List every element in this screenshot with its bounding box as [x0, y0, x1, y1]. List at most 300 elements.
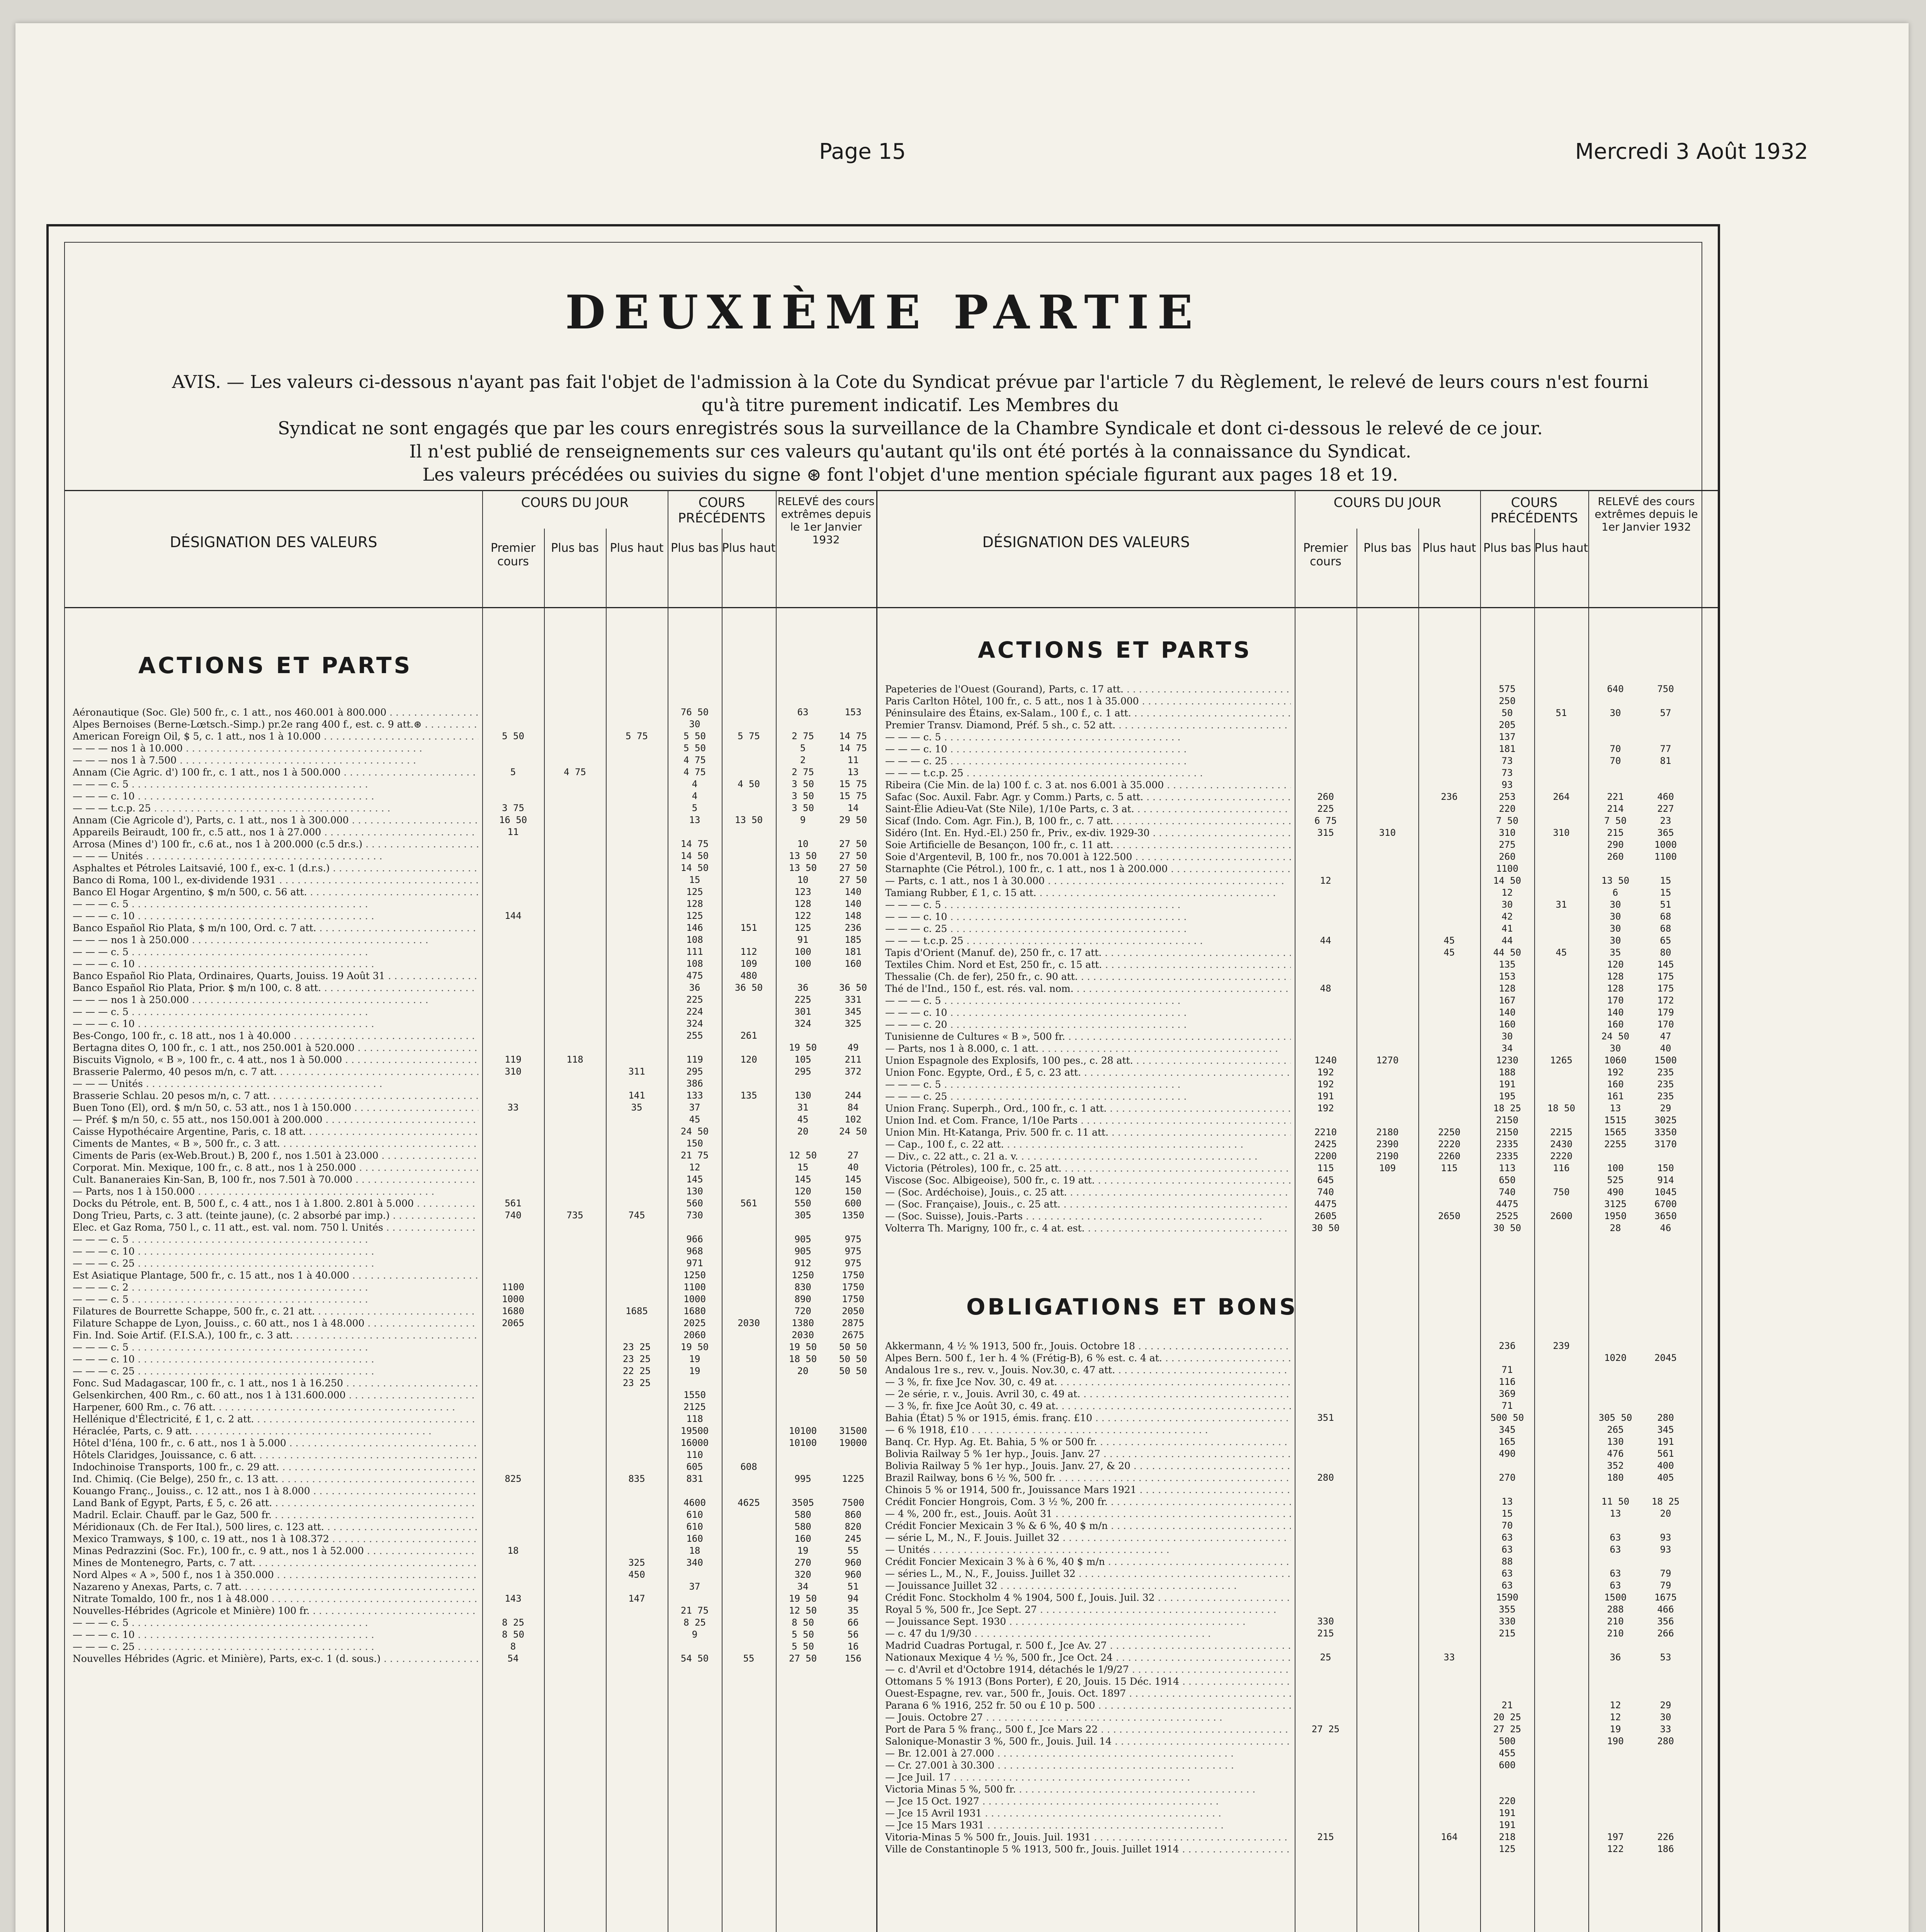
price-cell: 331	[845, 994, 862, 1005]
security-name: Premier Transv. Diamond, Préf. 5 sh., c. 52 att. . . .	[885, 719, 1291, 731]
price-cell: 130	[794, 1090, 811, 1101]
price-cell: 19 50	[789, 1042, 817, 1053]
page-number: Page 15	[819, 139, 906, 164]
table-row	[877, 767, 1720, 779]
table-row	[877, 1651, 1720, 1663]
security-name: Nationaux Mexique 4 ½ %, 500 fr., Jce Oct. 24 . . .	[885, 1651, 1291, 1663]
price-cell: 5 50	[683, 731, 706, 742]
price-cell: 144	[505, 910, 522, 921]
price-cell: 68	[1660, 923, 1671, 934]
price-cell: 15	[1501, 1508, 1513, 1519]
price-cell: 24 50	[680, 1126, 709, 1137]
price-cell: 113	[1499, 1163, 1516, 1173]
table-row	[877, 1628, 1720, 1639]
security-name: Corporat. Min. Mexique, 100 fr., c. 8 att., nos 1 à 250.000 . . .	[73, 1162, 478, 1173]
security-name: Crédit Foncier Hongrois, Com. 3 ½ %, 200 fr. . . .	[885, 1496, 1291, 1508]
table-row	[65, 946, 876, 958]
table-row	[877, 1031, 1720, 1043]
price-cell: 280	[1657, 1412, 1674, 1423]
price-cell: 31	[797, 1102, 809, 1113]
price-cell: 148	[845, 910, 862, 921]
price-cell: 10100	[789, 1425, 817, 1436]
price-cell: 450	[628, 1569, 645, 1580]
table-row	[65, 1569, 876, 1581]
price-cell: 56	[847, 1629, 859, 1640]
table-row	[877, 1424, 1720, 1436]
price-cell: 490	[1499, 1448, 1516, 1459]
price-cell: 1250	[683, 1270, 706, 1281]
price-cell: 63	[1610, 1532, 1621, 1543]
security-name: Ribeira (Cie Min. de la) 100 f. c. 3 at. nos 6.001 à 35.000 . . .	[885, 779, 1291, 791]
price-cell: 835	[628, 1473, 645, 1484]
price-cell: 740	[1317, 1187, 1334, 1197]
table-row	[877, 1198, 1720, 1210]
price-cell: 372	[845, 1066, 862, 1077]
security-name: — Jce 15 Mars 1931 . . .	[885, 1819, 1291, 1831]
price-cell: 108	[686, 958, 703, 969]
table-row	[877, 1747, 1720, 1759]
price-cell: 310	[1379, 827, 1396, 838]
security-name: — — — c. 10 . . .	[885, 743, 1291, 755]
security-name: Union Ind. et Com. France, 1/10e Parts . . .	[885, 1114, 1291, 1126]
security-name: Alpes Bern. 500 f., 1er h. 4 % (Frétig-B), 6 % est. c. 4 at. . . .	[885, 1352, 1291, 1364]
price-cell: 36	[1610, 1652, 1621, 1663]
price-cell: 116	[1499, 1376, 1516, 1387]
table-row	[65, 1150, 876, 1162]
price-cell: 18 25	[1651, 1496, 1680, 1507]
price-cell: 4600	[683, 1497, 706, 1508]
header-cours-du-jour: COURS DU JOUR	[521, 495, 629, 510]
security-name: — — — nos 1 à 10.000 . . .	[73, 742, 478, 754]
table-row	[877, 995, 1720, 1007]
price-cell: 3025	[1654, 1115, 1677, 1126]
price-cell: 2150	[1496, 1115, 1518, 1126]
price-cell: 50 50	[839, 1342, 867, 1352]
price-cell: 2	[800, 755, 806, 765]
price-cell: 19000	[839, 1437, 867, 1448]
price-cell: 305	[794, 1210, 811, 1221]
price-cell: 960	[845, 1569, 862, 1580]
price-cell: 3650	[1654, 1211, 1677, 1221]
security-name: — — — c. 5 . . .	[73, 778, 478, 790]
price-cell: 5 50	[683, 743, 706, 753]
price-cell: 195	[1499, 1091, 1516, 1102]
price-cell: 330	[1499, 1616, 1516, 1627]
security-name: — Cr. 27.001 à 30.300 . . .	[885, 1759, 1291, 1771]
table-row	[65, 1485, 876, 1497]
price-cell: 2600	[1550, 1211, 1572, 1221]
security-name: Ciments de Mantes, « B », 500 fr., c. 3 att. . . .	[73, 1138, 478, 1150]
security-name: — — — c. 10 . . .	[885, 1007, 1291, 1019]
price-cell: 35	[847, 1605, 859, 1616]
price-cell: 270	[794, 1557, 811, 1568]
price-cell: 1225	[842, 1473, 864, 1484]
price-cell: 750	[1553, 1187, 1570, 1197]
price-cell: 100	[1607, 1163, 1624, 1173]
table-row	[877, 1616, 1720, 1628]
price-cell: 27 25	[1311, 1724, 1340, 1735]
price-cell: 831	[686, 1473, 703, 1484]
table-row	[877, 803, 1720, 815]
price-cell: 466	[1657, 1604, 1674, 1615]
price-cell: 905	[794, 1246, 811, 1257]
price-cell: 580	[794, 1509, 811, 1520]
right-table-obligations	[877, 1340, 1720, 1855]
table-row	[65, 1102, 876, 1114]
price-cell: 369	[1499, 1388, 1516, 1399]
security-name: Minas Pedrazzini (Soc. Fr.), 100 fr., c. 9 att., nos 1 à 52.000 . . .	[73, 1545, 478, 1557]
price-cell: 211	[845, 1054, 862, 1065]
price-cell: 2335	[1496, 1151, 1518, 1162]
price-cell: 351	[1317, 1412, 1334, 1423]
price-cell: 610	[686, 1509, 703, 1520]
table-row	[65, 826, 876, 838]
price-cell: 37	[689, 1581, 700, 1592]
price-cell: 215	[1317, 1832, 1334, 1842]
price-cell: 2250	[1438, 1127, 1460, 1138]
price-cell: 71	[1501, 1400, 1513, 1411]
price-cell: 15	[689, 874, 700, 885]
price-cell: 27 50	[839, 838, 867, 849]
price-cell: 345	[1499, 1424, 1516, 1435]
price-cell: 3350	[1654, 1127, 1677, 1138]
price-cell: 19	[797, 1545, 809, 1556]
security-name: — — — c. 2 . . .	[73, 1281, 478, 1293]
table-row	[877, 839, 1720, 851]
table-row	[877, 1580, 1720, 1592]
price-cell: 1680	[502, 1306, 524, 1316]
price-cell: 1100	[1496, 863, 1518, 874]
price-cell: 236	[1499, 1340, 1516, 1351]
security-name: Kouango Franç., Jouiss., c. 12 att., nos 1 à 8.000 . . .	[73, 1485, 478, 1497]
price-cell: 12	[1610, 1700, 1621, 1711]
price-cell: 40	[1660, 1043, 1671, 1054]
table-row	[877, 1364, 1720, 1376]
price-cell: 54 50	[680, 1653, 709, 1664]
table-row	[65, 1090, 876, 1102]
price-cell: 30	[1610, 1043, 1621, 1054]
price-cell: 730	[686, 1210, 703, 1221]
security-name: Port de Para 5 % franç., 500 f., Jce Mars 22 . . .	[885, 1723, 1291, 1735]
security-name: Nord Alpes « A », 500 f., nos 1 à 350.000 . . .	[73, 1569, 478, 1581]
price-cell: 11	[847, 755, 859, 765]
security-name: Appareils Beiraudt, 100 fr., c.5 att., nos 1 à 27.000 . . .	[73, 826, 478, 838]
table-row	[877, 1400, 1720, 1412]
security-name: Héraclée, Parts, c. 9 att. . . .	[73, 1425, 478, 1437]
price-cell: 1270	[1376, 1055, 1399, 1066]
price-cell: 70	[1610, 755, 1621, 766]
price-cell: 860	[845, 1509, 862, 1520]
price-cell: 135	[1499, 959, 1516, 970]
price-cell: 16	[847, 1641, 859, 1652]
price-cell: 236	[845, 922, 862, 933]
price-cell: 30	[1610, 911, 1621, 922]
table-row	[877, 791, 1720, 803]
security-name: Ouest-Espagne, rev. var., 500 fr., Jouis. Oct. 1897 . . .	[885, 1687, 1291, 1699]
price-cell: 30	[1610, 707, 1621, 718]
price-cell: 31500	[839, 1425, 867, 1436]
header-prec-bas: Plus bas	[1483, 541, 1531, 555]
price-cell: 30	[1610, 923, 1621, 934]
price-cell: 400	[1657, 1460, 1674, 1471]
price-cell: 45	[1555, 947, 1567, 958]
price-cell: 181	[1499, 743, 1516, 754]
security-name: — c. d'Avril et d'Octobre 1914, détachés le 1/9/27 . . .	[885, 1663, 1291, 1675]
price-cell: 36 50	[734, 982, 763, 993]
price-cell: 7500	[842, 1497, 864, 1508]
price-cell: 235	[1657, 1067, 1674, 1078]
price-cell: 4625	[738, 1497, 760, 1508]
security-name: Victoria (Pétroles), 100 fr., c. 25 att. . . .	[885, 1162, 1291, 1174]
price-cell: 112	[740, 946, 757, 957]
price-cell: 105	[794, 1054, 811, 1065]
price-cell: 84	[847, 1102, 859, 1113]
price-cell: 128	[1499, 983, 1516, 994]
security-name: — — — c. 5 . . .	[73, 1617, 478, 1629]
price-cell: 13	[689, 815, 700, 825]
price-cell: 280	[1657, 1736, 1674, 1747]
table-row	[877, 1711, 1720, 1723]
table-row	[877, 1831, 1720, 1843]
price-cell: 13	[847, 767, 859, 777]
price-cell: 15	[797, 1162, 809, 1173]
security-name: — — — c. 10 . . .	[73, 958, 478, 970]
table-row	[877, 1604, 1720, 1616]
price-cell: 2675	[842, 1330, 864, 1340]
table-row	[65, 1269, 876, 1281]
price-cell: 2220	[1438, 1139, 1460, 1150]
price-cell: 123	[794, 886, 811, 897]
price-cell: 250	[1499, 696, 1516, 706]
table-row	[65, 1114, 876, 1126]
table-row	[65, 1221, 876, 1233]
security-name: Ottomans 5 % 1913 (Bons Porter), £ 20, Jouis. 15 Déc. 1914 . . .	[885, 1675, 1291, 1687]
security-name: — — — c. 10 . . .	[73, 1245, 478, 1257]
table-row	[877, 1222, 1720, 1234]
table-row	[65, 994, 876, 1006]
price-cell: 912	[794, 1258, 811, 1269]
price-cell: 160	[794, 1533, 811, 1544]
price-cell: 63	[1501, 1568, 1513, 1579]
price-cell: 9	[800, 815, 806, 825]
price-cell: 210	[1607, 1628, 1624, 1639]
security-name: — Jce 15 Oct. 1927 . . .	[885, 1795, 1291, 1807]
price-cell: 91	[797, 934, 809, 945]
price-cell: 128	[686, 898, 703, 909]
price-cell: 19	[689, 1354, 700, 1364]
price-cell: 1590	[1496, 1592, 1518, 1603]
price-cell: 640	[1607, 684, 1624, 694]
table-row	[65, 1293, 876, 1305]
price-cell: 260	[1607, 851, 1624, 862]
header-prec-haut: Plus haut	[722, 541, 776, 555]
security-name: Madrid Cuadras Portugal, r. 500 f., Jce Av. 27 . . .	[885, 1639, 1291, 1651]
security-name: Union Espagnole des Explosifs, 100 pes., c. 28 att. . . .	[885, 1054, 1291, 1066]
security-name: Caisse Hypothécaire Argentine, Paris, c. 18 att. . . .	[73, 1126, 478, 1138]
price-cell: 27 50	[839, 850, 867, 861]
price-cell: 825	[505, 1473, 522, 1484]
price-cell: 140	[845, 886, 862, 897]
price-cell: 2025	[683, 1318, 706, 1328]
security-name: Brasserie Palermo, 40 pesos m/n, c. 7 att. . . .	[73, 1066, 478, 1078]
price-cell: 310	[505, 1066, 522, 1077]
price-cell: 150	[686, 1138, 703, 1149]
price-cell: 2260	[1438, 1151, 1460, 1162]
security-name: Union Fonc. Egypte, Ord., £ 5, c. 23 att. . . .	[885, 1066, 1291, 1078]
header-plus-bas: Plus bas	[551, 541, 599, 555]
table-row	[65, 1245, 876, 1257]
table-row	[65, 1557, 876, 1569]
table-row	[877, 1807, 1720, 1819]
price-cell: 160	[686, 1533, 703, 1544]
security-name: Filature Schappe de Lyon, Jouiss., c. 60 att., nos 1 à 48.000 . . .	[73, 1317, 478, 1329]
header-cours-du-jour: COURS DU JOUR	[1333, 495, 1442, 510]
price-cell: 30	[1610, 935, 1621, 946]
table-row	[65, 1389, 876, 1401]
table-row	[65, 982, 876, 994]
price-cell: 1000	[502, 1294, 524, 1304]
price-cell: 2180	[1376, 1127, 1399, 1138]
price-cell: 100	[794, 958, 811, 969]
table-row	[877, 1783, 1720, 1795]
price-cell: 151	[740, 922, 757, 933]
table-row	[877, 1448, 1720, 1460]
price-cell: 30	[1501, 1031, 1513, 1042]
security-name: Thessalie (Ch. de fer), 250 fr., c. 90 att. . . .	[885, 971, 1291, 983]
price-cell: 740	[1499, 1187, 1516, 1197]
price-cell: 12	[689, 1162, 700, 1173]
right-column	[876, 490, 1720, 1932]
price-cell: 118	[566, 1054, 583, 1065]
security-name: — — — c. 25 . . .	[885, 755, 1291, 767]
security-name: — — — c. 5 . . .	[885, 995, 1291, 1007]
table-row	[65, 850, 876, 862]
security-name: — séries L., M., N., F., Jouiss. Juillet 32 . . .	[885, 1568, 1291, 1580]
price-cell: 18	[507, 1545, 519, 1556]
price-cell: 18 50	[789, 1354, 817, 1364]
price-cell: 236	[1441, 791, 1458, 802]
price-cell: 264	[1553, 791, 1570, 802]
price-cell: 2050	[842, 1306, 864, 1316]
table-row	[877, 815, 1720, 827]
price-cell: 191	[1499, 1820, 1516, 1830]
price-cell: 260	[1499, 851, 1516, 862]
price-cell: 135	[740, 1090, 757, 1101]
security-name: Parana 6 % 1916, 252 fr. 50 ou £ 10 p. 500 . . .	[885, 1699, 1291, 1711]
price-cell: 23	[1660, 815, 1671, 826]
price-cell: 2335	[1496, 1139, 1518, 1150]
security-name: Fin. Ind. Soie Artif. (F.I.S.A.), 100 fr., c. 3 att. . . .	[73, 1329, 478, 1341]
price-cell: 905	[794, 1234, 811, 1245]
price-cell: 244	[845, 1090, 862, 1101]
price-cell: 120	[794, 1186, 811, 1197]
table-row	[65, 1533, 876, 1545]
price-cell: 2430	[1550, 1139, 1572, 1150]
security-name: — — — c. 5 . . .	[73, 898, 478, 910]
table-row	[65, 814, 876, 826]
price-cell: 93	[1660, 1544, 1671, 1555]
price-cell: 740	[505, 1210, 522, 1221]
price-cell: 550	[794, 1198, 811, 1209]
price-cell: 147	[628, 1593, 645, 1604]
security-name: Land Bank of Egypt, Parts, £ 5, c. 26 att. . . .	[73, 1497, 478, 1509]
security-name: — 6 % 1918, £10 . . .	[885, 1424, 1291, 1436]
price-cell: 30 50	[1493, 1223, 1521, 1233]
security-name: — Jouissance Sept. 1930 . . .	[885, 1616, 1291, 1628]
price-cell: 225	[1317, 803, 1334, 814]
table-row	[877, 887, 1720, 899]
security-name: — (Soc. Suisse), Jouis.-Parts . . .	[885, 1210, 1291, 1222]
table-row	[877, 923, 1720, 935]
left-column	[65, 490, 876, 1932]
table-row	[65, 1497, 876, 1509]
table-row	[877, 731, 1720, 743]
price-cell: 975	[845, 1234, 862, 1245]
header-cours-precedents: COURS PRÉCÉDENTS	[1490, 495, 1578, 526]
price-cell: 186	[1657, 1844, 1674, 1854]
price-cell: 48	[1320, 983, 1331, 994]
price-cell: 30	[689, 719, 700, 730]
security-name: — — — c. 10 . . .	[73, 1018, 478, 1030]
price-cell: 80	[1660, 947, 1671, 958]
price-cell: 1515	[1604, 1115, 1627, 1126]
price-cell: 239	[1553, 1340, 1570, 1351]
price-cell: 44 50	[1493, 947, 1521, 958]
table-row	[65, 1641, 876, 1653]
price-cell: 2030	[738, 1318, 760, 1328]
price-cell: 44	[1320, 935, 1331, 946]
price-cell: 11 50	[1601, 1496, 1630, 1507]
security-name: Hellénique d'Électricité, £ 1, c. 2 att. . . .	[73, 1413, 478, 1425]
table-row	[877, 1520, 1720, 1532]
table-row	[65, 1425, 876, 1437]
table-row	[65, 1521, 876, 1533]
price-cell: 310	[1499, 827, 1516, 838]
table-row	[65, 1437, 876, 1449]
security-name: — — — c. 10 . . .	[885, 911, 1291, 923]
table-row	[877, 1771, 1720, 1783]
price-cell: 71	[1501, 1364, 1513, 1375]
price-cell: 145	[1657, 959, 1674, 970]
price-cell: 2215	[1550, 1127, 1572, 1138]
left-table	[65, 706, 876, 1665]
price-cell: 1685	[626, 1306, 648, 1316]
security-name: — — — c. 5 . . .	[73, 1233, 478, 1245]
price-cell: 76 50	[680, 707, 709, 718]
price-cell: 130	[686, 1186, 703, 1197]
price-cell: 50 50	[839, 1366, 867, 1376]
price-cell: 356	[1657, 1616, 1674, 1627]
security-name: Chinois 5 % or 1914, 500 fr., Jouissance Mars 1921 . . .	[885, 1484, 1291, 1496]
price-cell: 30	[1610, 899, 1621, 910]
price-cell: 115	[1317, 1163, 1334, 1173]
price-cell: 57	[1660, 707, 1671, 718]
price-cell: 2255	[1604, 1139, 1627, 1150]
price-cell: 7 50	[1604, 815, 1627, 826]
security-name: Crédit Foncier Mexicain 3 % & 6 %, 40 $ m/n . . .	[885, 1520, 1291, 1532]
price-cell: 10100	[789, 1437, 817, 1448]
price-cell: 68	[1660, 911, 1671, 922]
table-row	[65, 1197, 876, 1209]
table-row	[65, 958, 876, 970]
price-cell: 19 50	[789, 1593, 817, 1604]
price-cell: 12	[1320, 875, 1331, 886]
security-name: Gelsenkirchen, 400 Rm., c. 60 att., nos 1 à 131.600.000 . . .	[73, 1389, 478, 1401]
price-cell: 560	[686, 1198, 703, 1209]
security-name: Bolivia Railway 5 % 1er hyp., Jouis. Janv. 27, & 20 . . .	[885, 1460, 1291, 1472]
security-name: Akkermann, 4 ½ % 1913, 500 fr., Jouis. Octobre 18 . . .	[885, 1340, 1291, 1352]
security-name: Nouvelles Hébrides (Agric. et Minière), Parts, ex-c. 1 (d. sous.) . . .	[73, 1653, 478, 1665]
